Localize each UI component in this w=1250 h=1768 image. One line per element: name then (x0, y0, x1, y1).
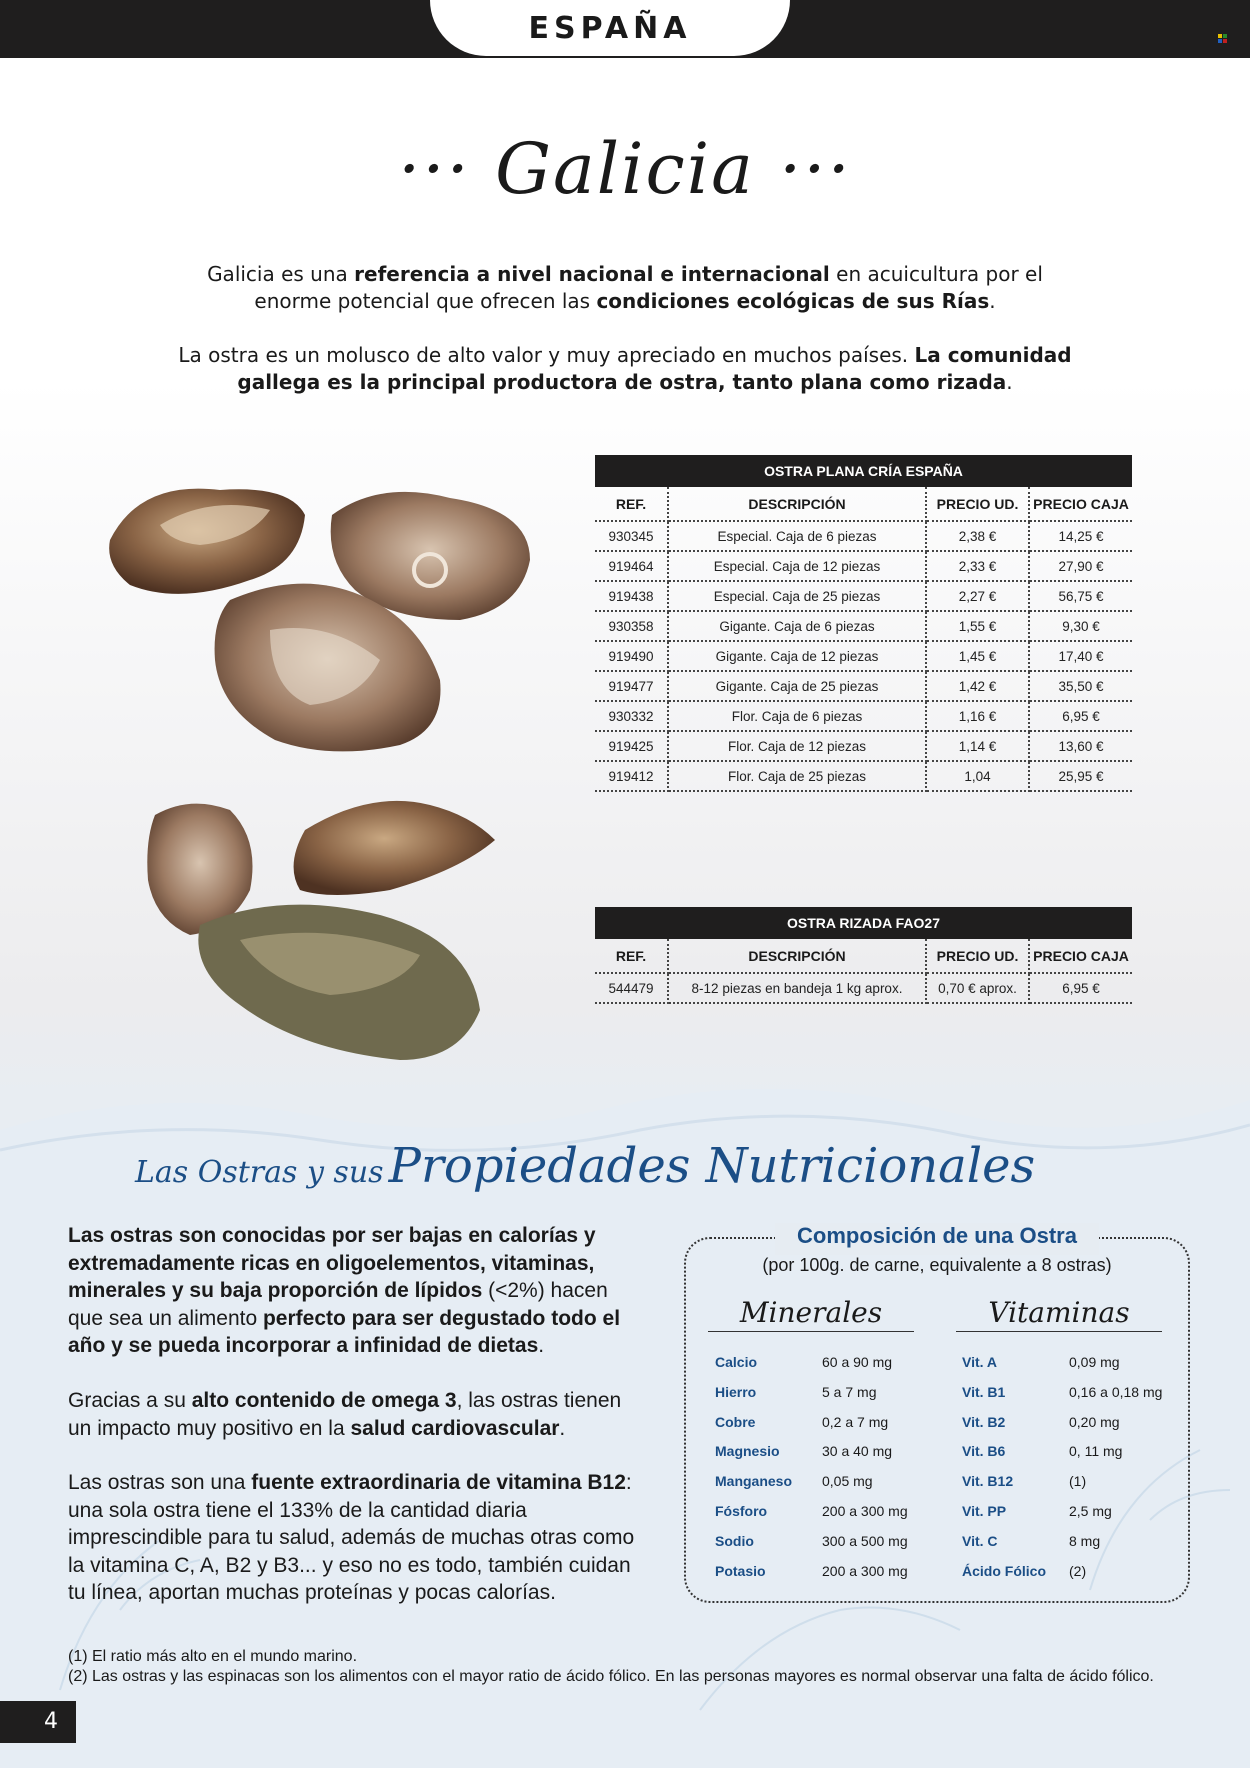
body-text: Galicia es una (207, 262, 355, 286)
nutrient-name: Hierro (715, 1383, 757, 1400)
body-text: La ostra es un molusco de alto valor y muy apreciado en muchos países. (178, 343, 915, 367)
body-text: en acuicultura por el enorme potencial que ofrecen las (254, 262, 1043, 313)
body-text: : una sola ostra tiene el 133% de la cantidad diaria imprescindible para tu salud, además de muchas otras como la vitamina C, A, B2 y B3... y eso no es todo, también cuidan tu línea, aportan muchas proteínas y pocas calorías. (68, 1471, 635, 1604)
cell-precio-ud: 2,38 € (926, 521, 1029, 551)
table-title: OSTRA RIZADA FAO27 (595, 907, 1132, 939)
nutrient-value: 30 a 40 mg (822, 1443, 893, 1460)
emphasis-text: condiciones ecológicas de sus Rías (596, 289, 990, 313)
cell-descripcion: Flor. Caja de 6 piezas (668, 701, 926, 731)
emphasis-text: alto contenido de omega 3 (191, 1389, 457, 1412)
table-ostra-rizada (595, 907, 1132, 1004)
column-header-precio-caja: PRECIO CAJA (1029, 487, 1132, 521)
cell-descripcion: Flor. Caja de 25 piezas (668, 761, 926, 791)
composition-title: Composición de una Ostra (775, 1223, 1099, 1255)
nutrient-value: 2,5 mg (1069, 1503, 1112, 1519)
cell-descripcion: Especial. Caja de 6 piezas (668, 521, 926, 551)
nutrient-value: 0,20 mg (1069, 1413, 1120, 1430)
table-row (595, 581, 1132, 611)
composition-subtitle: (por 100g. de carne, equivalente a 8 ostras) (762, 1255, 1112, 1275)
nutrient-name: Calcio (715, 1354, 758, 1370)
cell-precio-ud: 1,14 € (926, 731, 1029, 761)
cell-descripcion: Especial. Caja de 12 piezas (668, 551, 926, 581)
nutrient-value: 8 mg (1069, 1532, 1101, 1549)
cell-ref: 930332 (595, 701, 668, 731)
vitamins-heading: Vitaminas (956, 1296, 1162, 1332)
cell-precio-caja: 6,95 € (1029, 973, 1132, 1003)
emphasis-text: fuente extraordinaria de vitamina B12 (251, 1471, 626, 1494)
cell-precio-caja: 27,90 € (1029, 551, 1132, 581)
column-header-precio-ud: PRECIO UD. (926, 487, 1029, 521)
table-header-row (595, 939, 1132, 973)
cell-ref: 919490 (595, 641, 668, 671)
cell-precio-ud: 1,16 € (926, 701, 1029, 731)
emphasis-text: salud cardiovascular (350, 1416, 560, 1440)
cell-descripcion: 8-12 piezas en bandeja 1 kg aprox. (668, 973, 926, 1003)
cell-ref: 919464 (595, 551, 668, 581)
body-text: . (1006, 370, 1013, 394)
column-header-descripcion: DESCRIPCIÓN (668, 939, 926, 973)
intro-paragraph-2 (170, 342, 1080, 396)
footnote-2: (2) Las ostras y las espinacas son los alimentos con el mayor ratio de ácido fólico. En las personas mayores es normal observar una falta de ácido fólico. (68, 1668, 1154, 1685)
table-row (595, 973, 1132, 1003)
nutrient-value: 0,09 mg (1069, 1354, 1120, 1370)
nutrient-name: Potasio (715, 1562, 766, 1579)
minerals-heading: Minerales (708, 1296, 914, 1332)
nutrient-name: Vit. A (962, 1354, 998, 1370)
cell-precio-caja: 13,60 € (1029, 731, 1132, 761)
cell-descripcion: Flor. Caja de 12 piezas (668, 731, 926, 761)
nutrition-title-big: Propiedades Nutricionales (388, 1138, 1036, 1194)
cell-descripcion: Gigante. Caja de 25 piezas (668, 671, 926, 701)
nutrient-name: Magnesio (715, 1443, 780, 1460)
nutrient-value: 0,2 a 7 mg (822, 1413, 889, 1430)
cell-precio-ud: 1,55 € (926, 611, 1029, 641)
body-text: Las ostras son una (68, 1471, 252, 1494)
cell-descripcion: Gigante. Caja de 12 piezas (668, 641, 926, 671)
emphasis-text: Las ostras son conocidas por ser bajas en calorías y extremadamente ricas en oligoelementos, vitaminas, minerales y su baja proporción de lípidos (68, 1224, 596, 1302)
nutrient-value: 5 a 7 mg (822, 1383, 877, 1400)
nutrient-name: Vit. B12 (962, 1473, 1014, 1490)
table-title: OSTRA PLANA CRÍA ESPAÑA (595, 455, 1132, 487)
footnotes (68, 1647, 1218, 1687)
cell-ref: 919477 (595, 671, 668, 701)
column-header-ref: REF. (595, 487, 668, 521)
cell-ref: 919425 (595, 731, 668, 761)
nutrient-name: Vit. PP (962, 1503, 1007, 1519)
body-text: . (989, 289, 996, 313)
table-row (595, 521, 1132, 551)
nutrient-value: 300 a 500 mg (822, 1532, 908, 1549)
table-row (595, 611, 1132, 641)
page-number: 4 (0, 1701, 76, 1743)
cell-precio-ud: 2,27 € (926, 581, 1029, 611)
table-row (595, 761, 1132, 791)
cell-precio-caja: 14,25 € (1029, 521, 1132, 551)
nutrient-name: Sodio (715, 1532, 754, 1549)
nutrient-value: 200 a 300 mg (822, 1503, 908, 1519)
cell-precio-caja: 35,50 € (1029, 671, 1132, 701)
table-row (595, 641, 1132, 671)
page-title: ··· Galicia ··· (398, 128, 852, 210)
cell-precio-caja: 17,40 € (1029, 641, 1132, 671)
section-tab (430, 0, 790, 56)
nutrient-name: Vit. B1 (962, 1383, 1006, 1400)
table-row (595, 671, 1132, 701)
cell-precio-caja: 6,95 € (1029, 701, 1132, 731)
table-row (595, 701, 1132, 731)
table-row (595, 731, 1132, 761)
emphasis-text: referencia a nivel nacional e internacional (354, 262, 830, 286)
nutrient-name: Vit. C (962, 1532, 998, 1549)
nutrient-value: (1) (1069, 1473, 1087, 1490)
nutrient-name: Vit. B2 (962, 1413, 1006, 1430)
cell-ref: 930345 (595, 521, 668, 551)
cell-precio-ud: 0,70 € aprox. (926, 973, 1029, 1003)
nutrition-paragraph-2 (68, 1387, 638, 1442)
oyster-photo-flat (100, 470, 550, 1070)
nutrient-name: Vit. B6 (962, 1443, 1006, 1460)
table-row (595, 551, 1132, 581)
intro-paragraph-1 (170, 261, 1080, 315)
cell-precio-ud: 2,33 € (926, 551, 1029, 581)
cell-ref: 919412 (595, 761, 668, 791)
column-header-ref: REF. (595, 939, 668, 973)
body-text: , las ostras tienen un impacto muy positivo en la (68, 1389, 622, 1440)
cell-ref: 919438 (595, 581, 668, 611)
cell-ref: 544479 (595, 973, 668, 1003)
nutrient-value: 200 a 300 mg (822, 1562, 908, 1579)
header-bar (0, 0, 1250, 58)
table-ostra-plana (595, 455, 1132, 792)
cell-descripcion: Especial. Caja de 25 piezas (668, 581, 926, 611)
nutrient-name: Ácido Fólico (962, 1562, 1046, 1579)
footnote-1: (1) El ratio más alto en el mundo marino. (68, 1648, 358, 1665)
cell-precio-ud: 1,42 € (926, 671, 1029, 701)
cell-ref: 930358 (595, 611, 668, 641)
body-text: (<2%) hacen que sea un alimento (68, 1279, 608, 1330)
cell-precio-caja: 9,30 € (1029, 611, 1132, 641)
nutrient-value: (2) (1069, 1562, 1087, 1579)
nutrient-name: Fósforo (715, 1503, 768, 1519)
nutrient-value: 0,05 mg (822, 1473, 873, 1490)
cell-precio-caja: 56,75 € (1029, 581, 1132, 611)
cell-precio-ud: 1,45 € (926, 641, 1029, 671)
cell-descripcion: Gigante. Caja de 6 piezas (668, 611, 926, 641)
cell-precio-caja: 25,95 € (1029, 761, 1132, 791)
nutrition-paragraph-3 (68, 1469, 638, 1607)
body-text: . (538, 1334, 545, 1357)
body-text: Gracias a su (68, 1389, 192, 1412)
table-header-row (595, 487, 1132, 521)
nutrient-value: 0,16 a 0,18 mg (1069, 1383, 1163, 1400)
flag-icon (1218, 34, 1227, 43)
nutrition-paragraph-1 (68, 1222, 638, 1360)
nutrient-name: Manganeso (715, 1473, 793, 1490)
column-header-precio-ud: PRECIO UD. (926, 939, 1029, 973)
emphasis-text: perfecto para ser degustado todo el año y se pueda incorporar a infinidad de dietas (68, 1306, 621, 1357)
column-header-precio-caja: PRECIO CAJA (1029, 939, 1132, 973)
nutrient-name: Cobre (715, 1413, 756, 1430)
nutrient-value: 0, 11 mg (1069, 1443, 1123, 1460)
cell-precio-ud: 1,04 (926, 761, 1029, 791)
section-title: ESPAÑA (528, 10, 692, 46)
nutrition-title-small: Las Ostras y sus (135, 1155, 384, 1190)
body-text: . (559, 1416, 566, 1440)
emphasis-text: La comunidad gallega es la principal productora de ostra, tanto plana como rizada (237, 343, 1072, 394)
nutrition-title (135, 1138, 1135, 1194)
column-header-descripcion: DESCRIPCIÓN (668, 487, 926, 521)
nutrient-value: 60 a 90 mg (822, 1354, 893, 1370)
